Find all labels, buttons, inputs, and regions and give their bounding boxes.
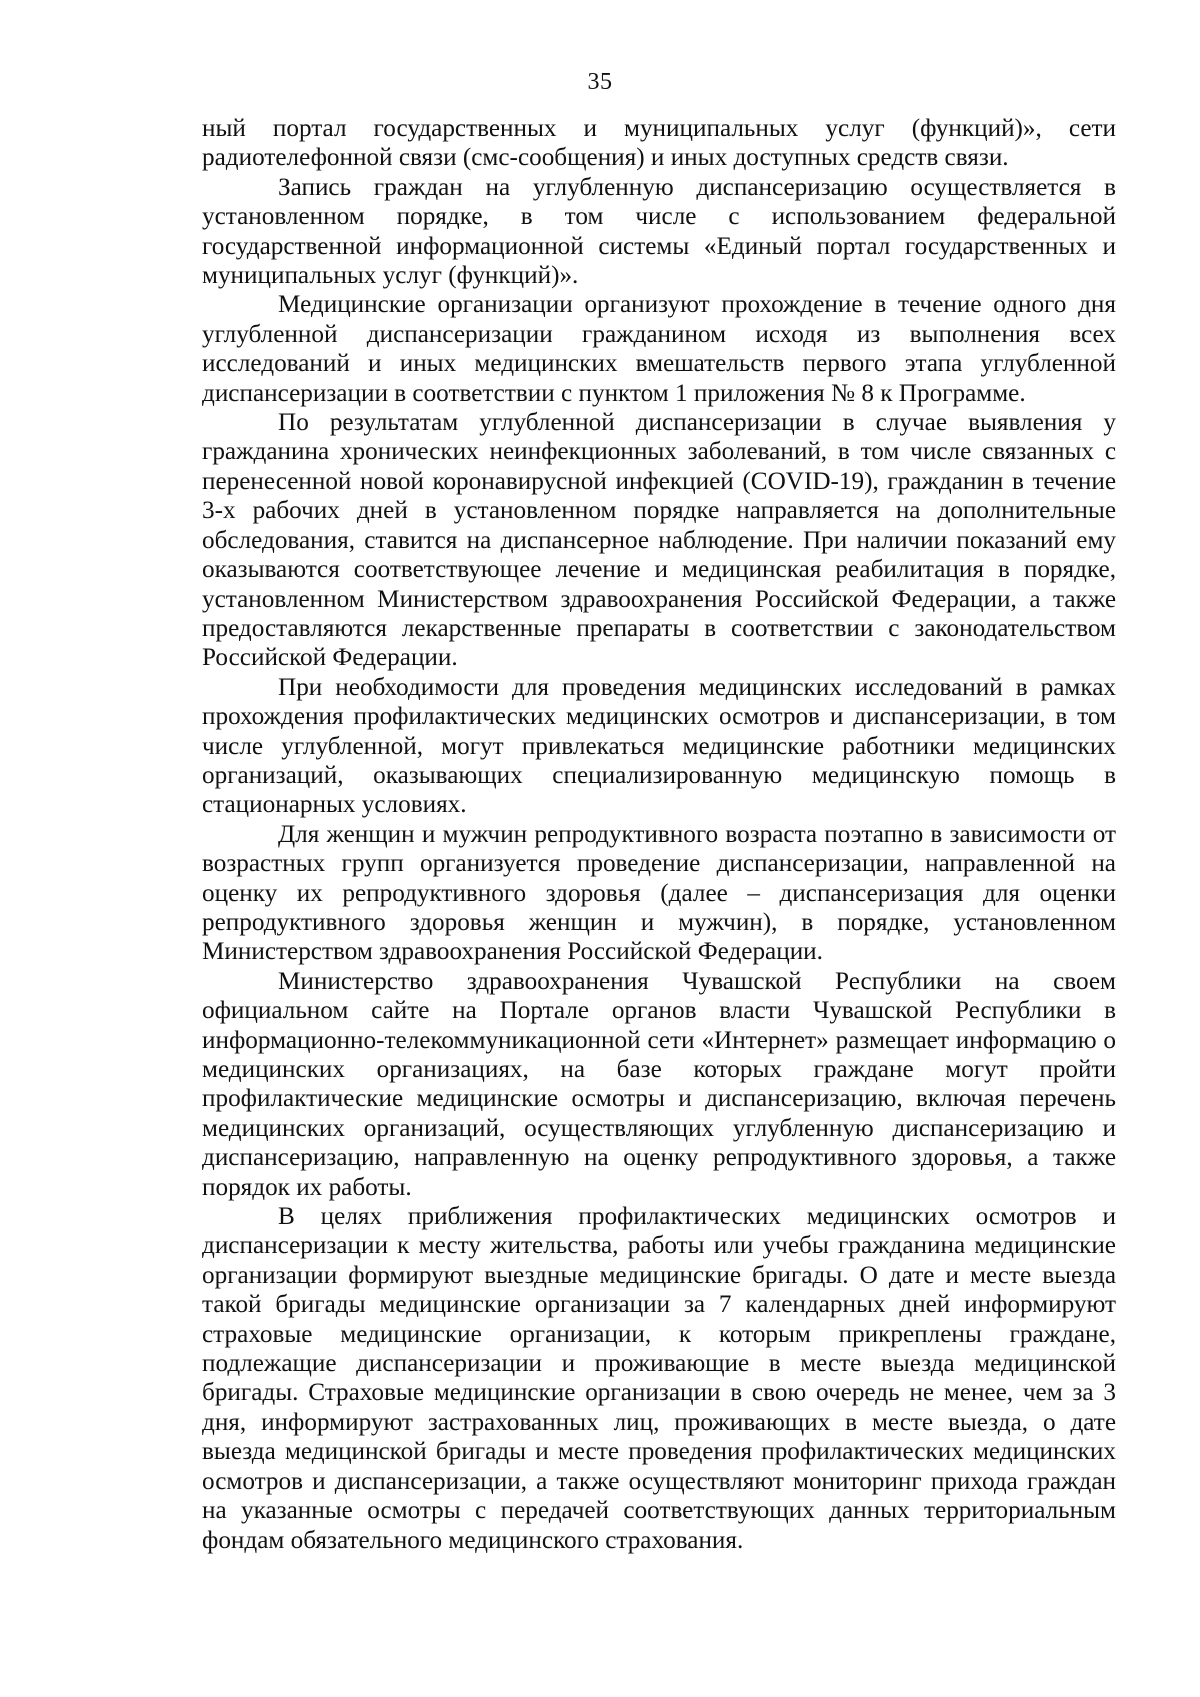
- paragraph-appointment-registration: Запись граждан на углубленную диспансеризацию осуществляется в установленном порядке, в том числе с использованием федеральной государственной информационной системы «Единый портал государственных и муниципальных услуг (функций)».: [202, 173, 1116, 290]
- document-body: [202, 114, 1116, 1555]
- paragraph-one-day-examination: Медицинские организации организуют прохождение в течение одного дня углубленной диспансеризации гражданином исходя из выполнения всех исследований и иных медицинских вмешательств первого этапа углубленной диспансеризации в соответствии с пунктом 1 приложения № 8 к Программе.: [202, 291, 1116, 407]
- paragraph-reproductive-health: Для женщин и мужчин репродуктивного возраста поэтапно в зависимости от возрастных групп организуется проведение диспансеризации, направленной на оценку их репродуктивного здоровья (далее – диспансеризация для оценки репродуктивного здоровья женщин и мужчин), в порядке, установленном Министерством здравоохранения Российской Федерации.: [202, 820, 1116, 966]
- paragraph-specialist-involvement: При необходимости для проведения медицинских исследований в рамках прохождения профилактических медицинских осмотров и диспансеризации, в том числе углубленной, могут привлекаться медицинские работники медицинских организаций, оказывающих специализированную медицинскую помощь в стационарных условиях.: [202, 673, 1116, 819]
- paragraph-mobile-teams: В целях приближения профилактических медицинских осмотров и диспансеризации к месту жительства, работы или учебы гражданина медицинские организации формируют выездные медицинские бригады. О дате и месте выезда такой бригады медицинские организации за 7 календарных дней информируют страховые медицинские организации, к которым прикреплены граждане, подлежащие диспансеризации и проживающие в месте выезда медицинской бригады. Страховые медицинские организации в свою очередь не менее, чем за 3 дня, информируют застрахованных лиц, проживающих в месте выезда, о дате выезда медицинской бригады и месте проведения профилактических медицинских осмотров и диспансеризации, а также осуществляют мониторинг прихода граждан на указанные осмотры с передачей соответствующих данных территориальным фондам обязательного медицинского страхования.: [202, 1203, 1116, 1554]
- paragraph-ministry-information: Министерство здравоохранения Чувашской Республики на своем официальном сайте на Портале органов власти Чувашской Республики в информационно-телекоммуникационной сети «Интернет» размещает информацию о медицинских организациях, на базе которых граждане могут пройти профилактические медицинские осмотры и диспансеризацию, включая перечень медицинских организаций, осуществляющих углубленную диспансеризацию и диспансеризацию, направленную на оценку репродуктивного здоровья, а также порядок их работы.: [202, 967, 1116, 1201]
- paragraph-continuation: ный портал государственных и муниципальных услуг (функций)», сети радиотелефонной связи (смс-сообщения) и иных доступных средств связи.: [202, 115, 1116, 172]
- paragraph-examination-results: По результатам углубленной диспансеризации в случае выявления у гражданина хронических неинфекционных заболеваний, в том числе связанных с перенесенной новой коронавирусной инфекцией (COVID-19), гражданин в течение 3-х рабочих дней в установленном порядке направляется на дополнительные обследования, ставится на диспансерное наблюдение. При наличии показаний ему оказываются соответствующее лечение и медицинская реабилитация в порядке, установленном Министерством здравоохранения Российской Федерации, а также предоставляются лекарственные препараты в соответствии с законодательством Российской Федерации.: [202, 409, 1116, 672]
- page-number: 35: [587, 69, 613, 95]
